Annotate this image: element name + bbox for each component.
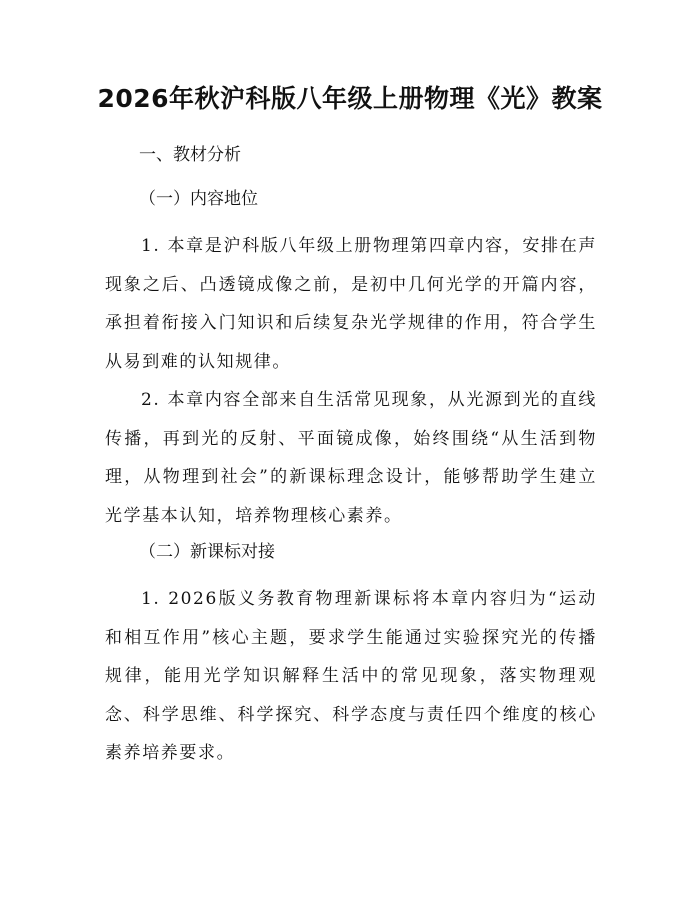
section-heading-textbook-analysis: 一、教材分析 bbox=[139, 145, 241, 165]
subsection-heading-content-position: （一）内容地位 bbox=[139, 189, 258, 209]
paragraph-content-position-2: 2. 本章内容全部来自生活常见现象，从光源到光的直线传播，再到光的反射、平面镜成像，始终围绕“从生活到物理，从物理到社会”的新课标理念设计，能够帮助学生建立光学基本认知，培养物理核心素养。 bbox=[105, 390, 597, 526]
paragraph-content-position-1: 1. 本章是沪科版八年级上册物理第四章内容，安排在声现象之后、凸透镜成像之前，是初中几何光学的开篇内容，承担着衔接入门知识和后续复杂光学规律的作用，符合学生从易到难的认知规律。 bbox=[105, 236, 597, 372]
paragraph-curriculum-alignment-1: 1. 2026版义务教育物理新课标将本章内容归为“运动和相互作用”核心主题，要求学生能通过实验探究光的传播规律，能用光学知识解释生活中的常见现象，落实物理观念、科学思维、科学探究、科学态度与责任四个维度的核心素养培养要求。 bbox=[105, 589, 597, 763]
subsection-heading-curriculum-alignment: （二）新课标对接 bbox=[139, 542, 275, 562]
document-title: 2026年秋沪科版八年级上册物理《光》教案 bbox=[97, 84, 603, 113]
